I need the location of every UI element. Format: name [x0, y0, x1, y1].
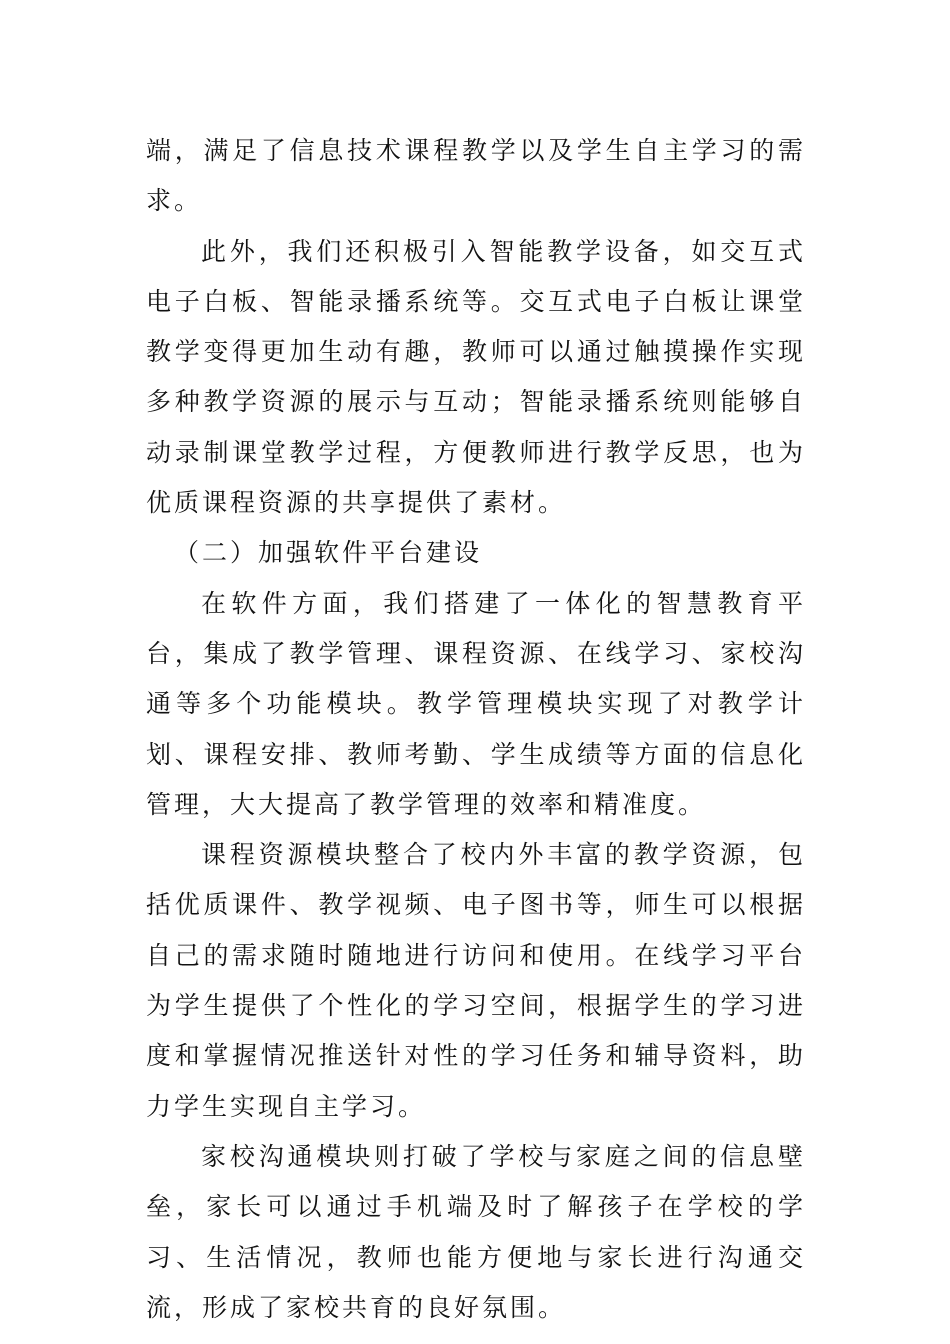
paragraph-smart-devices: 此外，我们还积极引入智能教学设备，如交互式电子白板、智能录播系统等。交互式电子白板让课堂教学变得更加生动有趣，教师可以通过触摸操作实现多种教学资源的展示与互动；智能录播系统则能够自动录制课堂教学过程，方便教师进行教学反思，也为优质课程资源的共享提供了素材。	[146, 236, 806, 518]
paragraph-course-resources: 课程资源模块整合了校内外丰富的教学资源，包括优质课件、教学视频、电子图书等，师生可以根据自己的需求随时随地进行访问和使用。在线学习平台为学生提供了个性化的学习空间，根据学生的学习进度和掌握情况推送针对性的学习任务和辅导资料，助力学生实现自主学习。	[146, 840, 806, 1121]
paragraph-software-platform: 在软件方面，我们搭建了一体化的智慧教育平台，集成了教学管理、课程资源、在线学习、家校沟通等多个功能模块。教学管理模块实现了对教学计划、课程安排、教师考勤、学生成绩等方面的信息化管理，大大提高了教学管理的效率和精准度。	[146, 588, 806, 819]
paragraph-continuation: 端，满足了信息技术课程教学以及学生自主学习的需求。	[146, 136, 806, 216]
section-heading: （二）加强软件平台建设	[174, 538, 483, 568]
paragraph-home-school: 家校沟通模块则打破了学校与家庭之间的信息壁垒，家长可以通过手机端及时了解孩子在学校的学习、生活情况，教师也能方便地与家长进行沟通交流，形成了家校共育的良好氛围。	[146, 1141, 806, 1322]
document-page	[146, 126, 806, 1333]
